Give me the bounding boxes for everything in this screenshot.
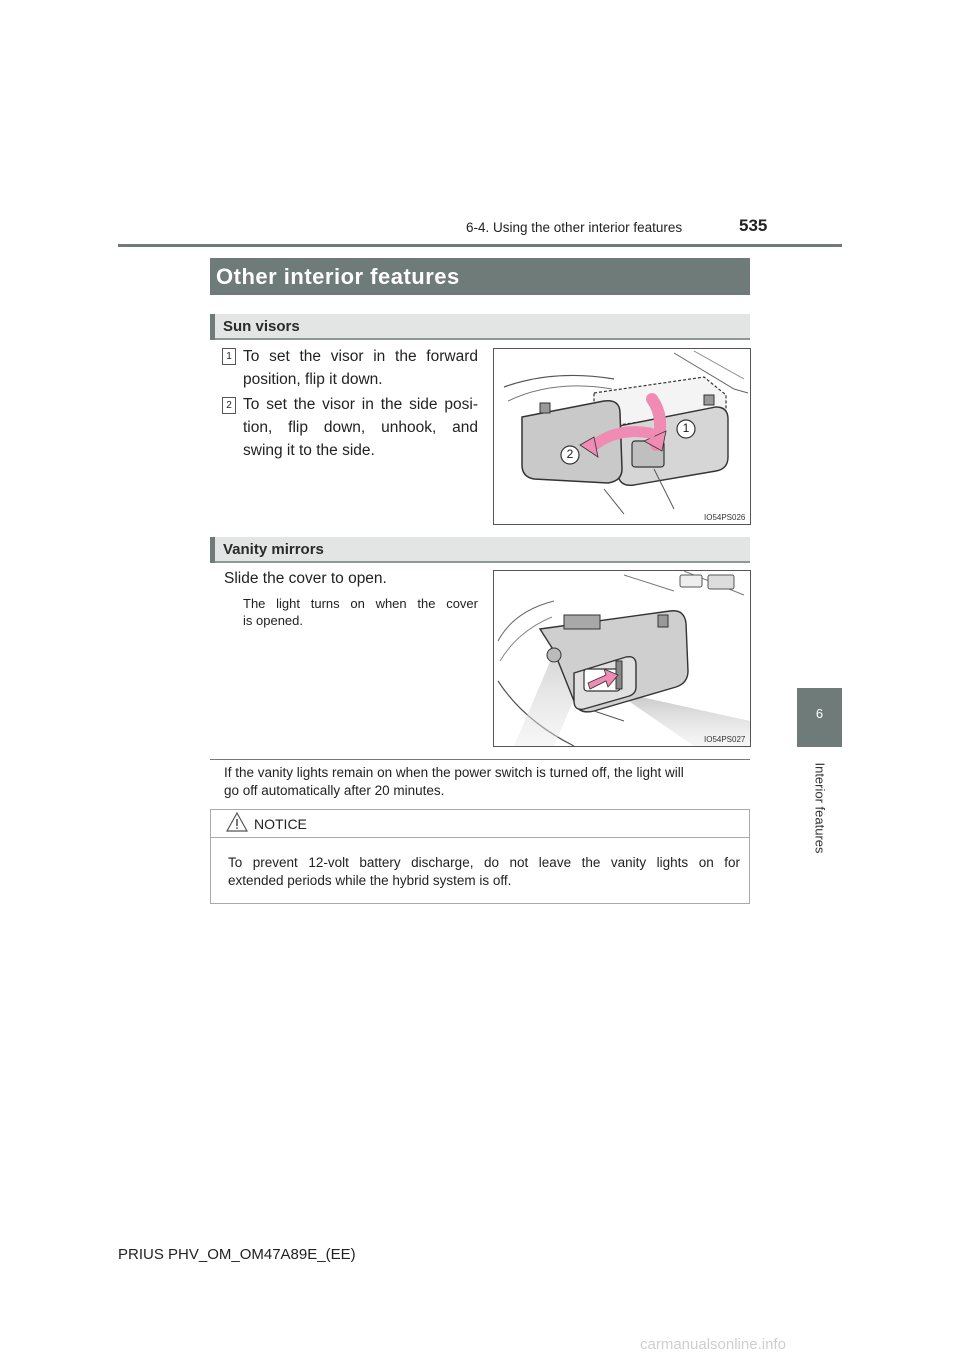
vanity-light-note-line-2: is opened. — [243, 613, 303, 628]
step-1-line-1: To set the visor in the forward — [243, 348, 478, 365]
step-2-line-3: swing it to the side. — [243, 442, 375, 459]
subheading-vanity-mirrors — [210, 537, 750, 563]
subheading-sun-visors-label: Sun visors — [223, 318, 300, 335]
page-number: 535 — [739, 216, 768, 235]
callout-1: 1 — [682, 421, 690, 435]
page-title: Other interior features — [210, 258, 750, 295]
header-divider — [118, 244, 842, 247]
step-2-line-2: tion, flip down, unhook, and — [243, 419, 478, 436]
vanity-instruction: Slide the cover to open. — [224, 570, 387, 587]
notice-line-1: To prevent 12-volt battery discharge, do not leave the vanity lights on for — [228, 855, 740, 870]
step-number-2: 2 — [222, 397, 236, 414]
step-1-text — [243, 345, 478, 391]
figure-code: IO54PS026 — [704, 513, 746, 522]
note-divider — [210, 759, 750, 760]
chapter-tab-number: 6 — [815, 706, 824, 721]
step-1-line-2: position, flip it down. — [243, 371, 383, 388]
subheading-accent — [210, 537, 215, 563]
step-2-line-1: To set the visor in the side posi- — [243, 396, 478, 413]
notice-line-2: extended periods while the hybrid system is off. — [228, 873, 512, 888]
sun-visor-illustration — [493, 348, 751, 525]
figure-code: IO54PS027 — [704, 735, 746, 744]
warning-triangle-icon — [226, 812, 248, 832]
vanity-light-note-line-1: The light turns on when the cover — [243, 596, 478, 611]
step-2-text — [243, 393, 478, 462]
watermark: carmanualsonline.info — [640, 1336, 786, 1353]
step-number-1: 1 — [222, 348, 236, 365]
notice-text — [228, 854, 740, 890]
subheading-sun-visors — [210, 314, 750, 340]
callout-2: 2 — [566, 447, 574, 461]
section-title: 6-4. Using the other interior features — [466, 220, 683, 235]
subheading-accent — [210, 314, 215, 340]
vanity-light-note — [243, 595, 478, 629]
vanity-mirror-illustration — [493, 570, 751, 747]
vanity-mirror-drawing — [494, 571, 750, 746]
auto-off-note-line-1: If the vanity lights remain on when the power switch is turned off, the light will — [224, 765, 684, 780]
notice-label: NOTICE — [254, 816, 307, 832]
subheading-vanity-mirrors-label: Vanity mirrors — [223, 541, 324, 558]
auto-off-note-line-2: go off automatically after 20 minutes. — [224, 783, 445, 798]
auto-off-note — [224, 764, 750, 800]
chapter-tab-label: Interior features — [812, 762, 828, 854]
document-code: PRIUS PHV_OM_OM47A89E_(EE) — [118, 1246, 356, 1263]
sun-visor-drawing — [494, 349, 750, 524]
